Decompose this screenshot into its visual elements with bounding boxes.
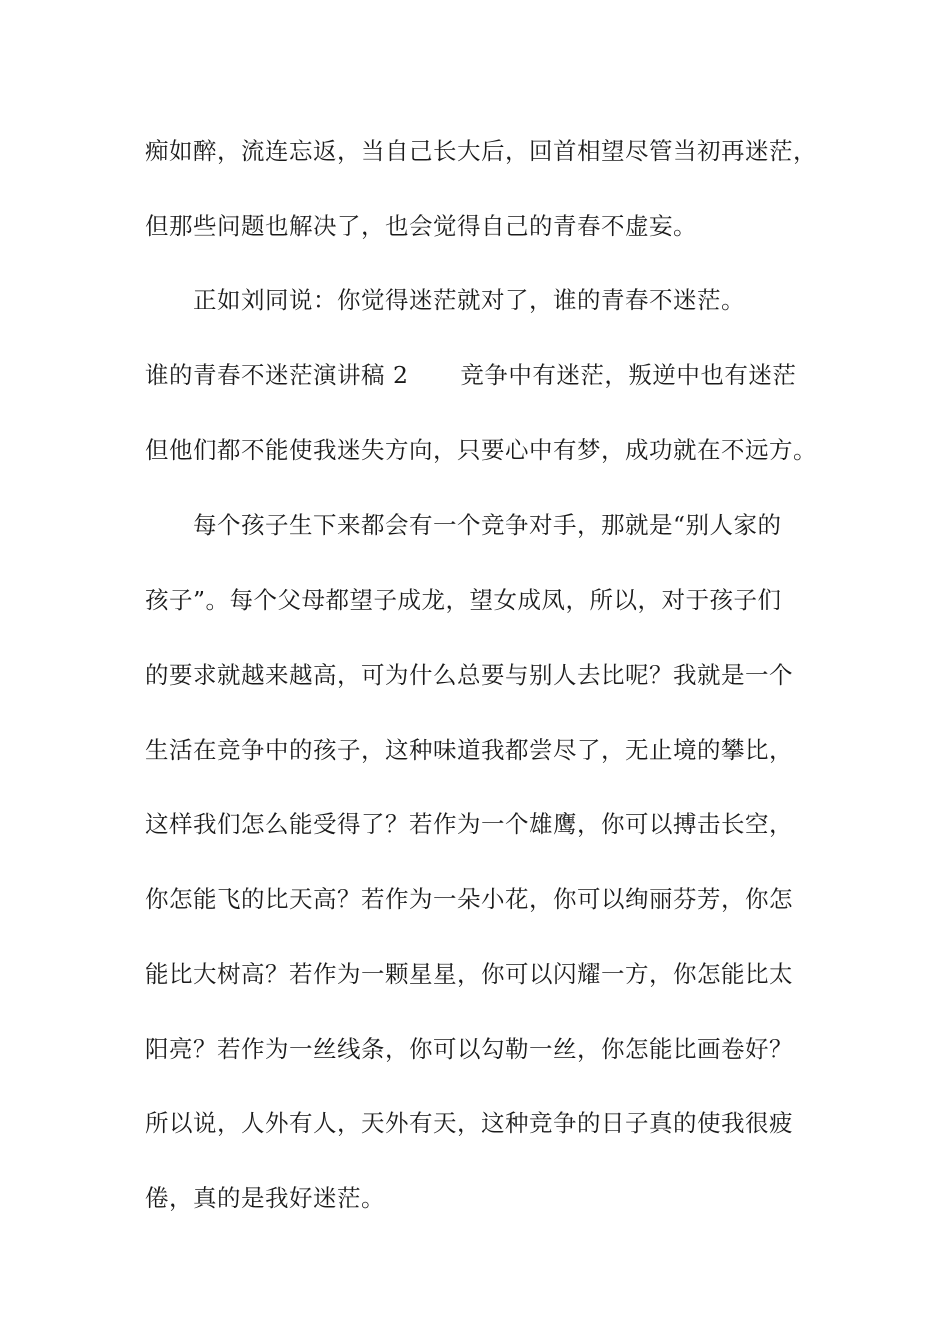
paragraph-line: 每个孩子生下来都会有一个竞争对手，那就是“别人家的 <box>193 511 782 539</box>
paragraph-line: 但他们都不能使我迷失方向，只要心中有梦，成功就在不远方。 <box>145 436 817 464</box>
paragraph-line: 的要求就越来越高，可为什么总要与别人去比呢？我就是一个 <box>145 661 793 689</box>
paragraph-text: 竞争中有迷茫，叛逆中也有迷茫 <box>460 361 797 389</box>
paragraph-line: 痴如醉，流连忘返，当自己长大后，回首相望尽管当初再迷茫， <box>145 137 817 165</box>
paragraph-line: 但那些问题也解决了，也会觉得自己的青春不虚妄。 <box>145 212 697 240</box>
section-title: 谁的青春不迷茫演讲稿 2 <box>145 361 409 389</box>
paragraph-line: 阳亮？若作为一丝线条，你可以勾勒一丝，你怎能比画卷好？ <box>145 1035 793 1063</box>
paragraph-line: 倦，真的是我好迷茫。 <box>145 1184 385 1212</box>
paragraph-line: 你怎能飞的比天高？若作为一朵小花，你可以绚丽芬芳，你怎 <box>145 885 793 913</box>
section-heading-line <box>145 355 796 395</box>
paragraph-line: 孩子”。每个父母都望子成龙，望女成凤，所以，对于孩子们 <box>145 586 782 614</box>
paragraph-line: 这样我们怎么能受得了？若作为一个雄鹰，你可以搏击长空， <box>145 810 793 838</box>
paragraph-line: 正如刘同说：你觉得迷茫就对了，谁的青春不迷茫。 <box>193 286 745 314</box>
paragraph-line: 能比大树高？若作为一颗星星，你可以闪耀一方，你怎能比太 <box>145 960 793 988</box>
paragraph-line: 生活在竞争中的孩子，这种味道我都尝尽了，无止境的攀比， <box>145 736 793 764</box>
paragraph-line: 所以说，人外有人，天外有天，这种竞争的日子真的使我很疲 <box>145 1109 793 1137</box>
